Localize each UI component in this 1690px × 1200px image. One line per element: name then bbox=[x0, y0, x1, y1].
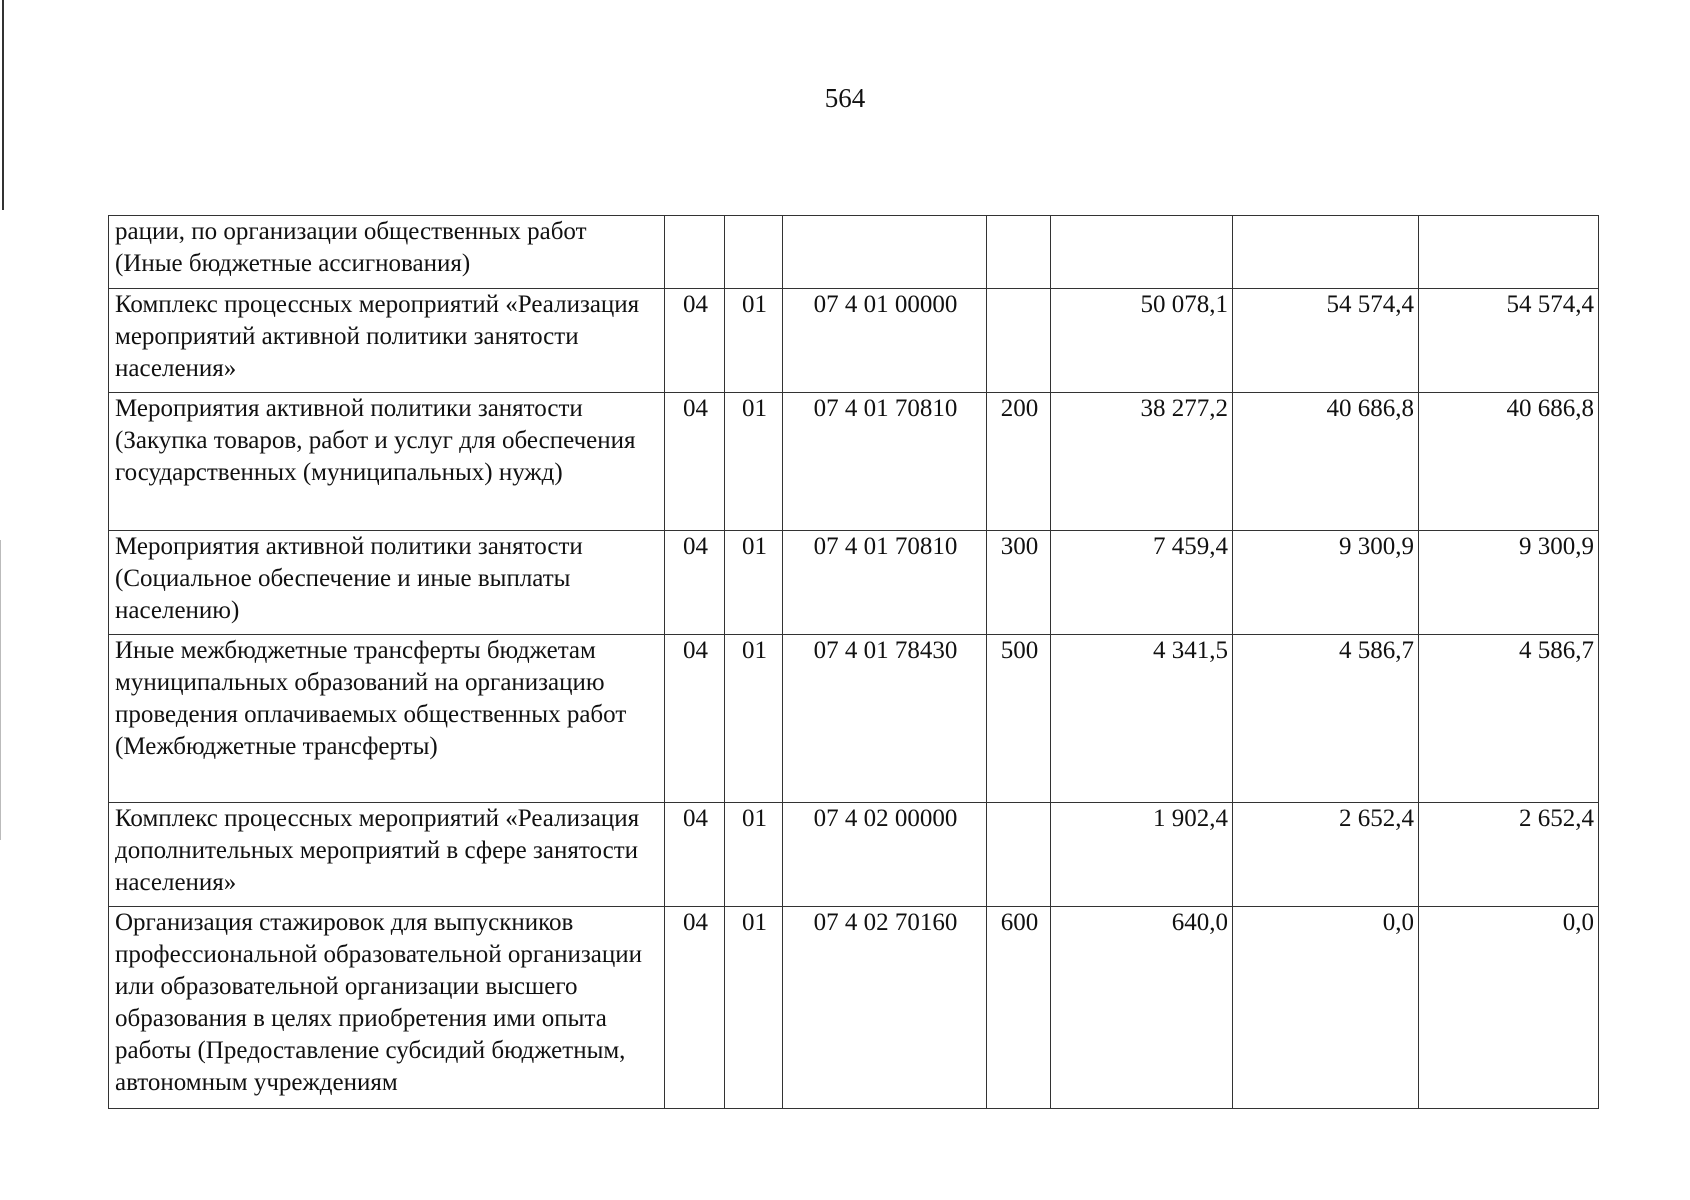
cell-target-article bbox=[783, 216, 987, 289]
cell-year-1 bbox=[1051, 216, 1233, 289]
cell-name: Организация стажировок для выпускников профессиональной образовательной организации или образовательной организации высшего образования в целях приобретения ими опыта работы (Предоставление субсидий бюджетным, автономным учреждениям bbox=[109, 907, 665, 1109]
cell-name: Иные межбюджетные трансферты бюджетам муниципальных образований на организацию проведения оплачиваемых общественных работ (Межбюджетные трансферты) bbox=[109, 635, 665, 803]
cell-year-1: 640,0 bbox=[1051, 907, 1233, 1109]
cell-year-1: 1 902,4 bbox=[1051, 803, 1233, 907]
cell-section: 04 bbox=[665, 635, 725, 803]
cell-year-2: 40 686,8 bbox=[1233, 393, 1419, 531]
cell-name: Комплекс процессных мероприятий «Реализация мероприятий активной политики занятости населения» bbox=[109, 289, 665, 393]
cell-section bbox=[665, 216, 725, 289]
cell-target-article: 07 4 02 00000 bbox=[783, 803, 987, 907]
cell-section: 04 bbox=[665, 289, 725, 393]
cell-expense-type: 300 bbox=[987, 531, 1051, 635]
cell-target-article: 07 4 01 70810 bbox=[783, 393, 987, 531]
table-row bbox=[109, 531, 1599, 635]
cell-year-2 bbox=[1233, 216, 1419, 289]
cell-subsection: 01 bbox=[725, 531, 783, 635]
cell-year-2: 0,0 bbox=[1233, 907, 1419, 1109]
cell-subsection: 01 bbox=[725, 635, 783, 803]
cell-year-3: 9 300,9 bbox=[1419, 531, 1599, 635]
table-row bbox=[109, 803, 1599, 907]
cell-section: 04 bbox=[665, 531, 725, 635]
page-number: 564 bbox=[824, 83, 866, 113]
cell-year-1: 4 341,5 bbox=[1051, 635, 1233, 803]
cell-year-1: 7 459,4 bbox=[1051, 531, 1233, 635]
cell-year-2: 9 300,9 bbox=[1233, 531, 1419, 635]
cell-section: 04 bbox=[665, 907, 725, 1109]
cell-year-3: 40 686,8 bbox=[1419, 393, 1599, 531]
table-row bbox=[109, 289, 1599, 393]
table-row bbox=[109, 393, 1599, 531]
cell-year-3: 0,0 bbox=[1419, 907, 1599, 1109]
cell-expense-type: 200 bbox=[987, 393, 1051, 531]
cell-name: рации, по организации общественных работ (Иные бюджетные ассигнования) bbox=[109, 216, 665, 289]
cell-target-article: 07 4 01 78430 bbox=[783, 635, 987, 803]
cell-section: 04 bbox=[665, 393, 725, 531]
cell-section: 04 bbox=[665, 803, 725, 907]
cell-year-3: 4 586,7 bbox=[1419, 635, 1599, 803]
table-row bbox=[109, 907, 1599, 1109]
cell-year-1: 50 078,1 bbox=[1051, 289, 1233, 393]
cell-year-2: 2 652,4 bbox=[1233, 803, 1419, 907]
budget-table bbox=[108, 215, 1599, 1109]
cell-target-article: 07 4 01 70810 bbox=[783, 531, 987, 635]
table-row bbox=[109, 216, 1599, 289]
cell-year-2: 54 574,4 bbox=[1233, 289, 1419, 393]
cell-target-article: 07 4 01 00000 bbox=[783, 289, 987, 393]
cell-name: Мероприятия активной политики занятости (Социальное обеспечение и иные выплаты населению) bbox=[109, 531, 665, 635]
cell-year-3 bbox=[1419, 216, 1599, 289]
cell-expense-type: 600 bbox=[987, 907, 1051, 1109]
cell-subsection bbox=[725, 216, 783, 289]
left-margin-scan-line bbox=[0, 540, 1, 840]
cell-year-1: 38 277,2 bbox=[1051, 393, 1233, 531]
cell-year-3: 2 652,4 bbox=[1419, 803, 1599, 907]
cell-subsection: 01 bbox=[725, 803, 783, 907]
cell-expense-type: 500 bbox=[987, 635, 1051, 803]
cell-subsection: 01 bbox=[725, 393, 783, 531]
cell-expense-type bbox=[987, 289, 1051, 393]
cell-subsection: 01 bbox=[725, 289, 783, 393]
cell-name: Мероприятия активной политики занятости (Закупка товаров, работ и услуг для обеспечения государственных (муниципальных) нужд) bbox=[109, 393, 665, 531]
cell-expense-type bbox=[987, 803, 1051, 907]
cell-subsection: 01 bbox=[725, 907, 783, 1109]
table-row bbox=[109, 635, 1599, 803]
cell-year-2: 4 586,7 bbox=[1233, 635, 1419, 803]
cell-name: Комплекс процессных мероприятий «Реализация дополнительных мероприятий в сфере занятости населения» bbox=[109, 803, 665, 907]
cell-expense-type bbox=[987, 216, 1051, 289]
cell-year-3: 54 574,4 bbox=[1419, 289, 1599, 393]
cell-target-article: 07 4 02 70160 bbox=[783, 907, 987, 1109]
